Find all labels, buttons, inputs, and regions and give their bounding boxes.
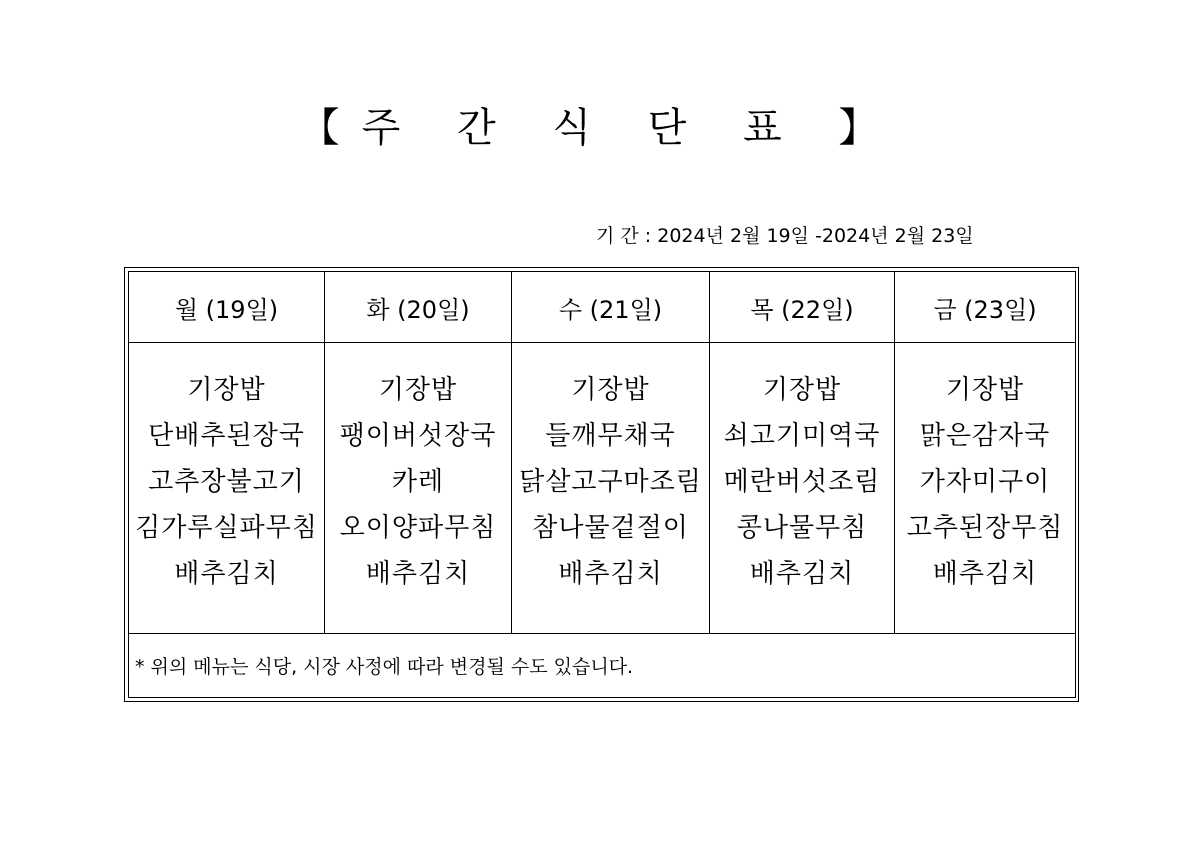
menu-period: 기 간 : 2024년 2월 19일 -2024년 2월 23일: [596, 225, 974, 247]
menu-item: 배추김치: [174, 559, 279, 589]
day-header-thu: 목 (22일): [710, 272, 895, 343]
note-cell: [129, 634, 1076, 698]
menu-cell-tue: [325, 343, 512, 634]
menu-item: 팽이버섯장국: [339, 421, 497, 451]
menu-cell-thu: [710, 343, 895, 634]
menu-item: 김가루실파무침: [135, 513, 318, 543]
menu-item: 쇠고기미역국: [723, 421, 881, 451]
menu-item: 배추김치: [932, 559, 1038, 589]
menu-row: [129, 343, 1076, 634]
menu-item: 들깨무채국: [545, 421, 676, 451]
menu-item: 고추된장무침: [906, 513, 1064, 543]
menu-change-note: * 위의 메뉴는 식당, 시장 사정에 따라 변경될 수도 있습니다.: [135, 656, 634, 678]
menu-cell-mon: [129, 343, 325, 634]
day-header-tue: 화 (20일): [325, 272, 512, 343]
menu-item: 가자미구이: [919, 467, 1051, 497]
menu-item: 기장밥: [571, 375, 650, 405]
menu-item: 배추김치: [558, 559, 663, 589]
menu-item: 카레: [391, 467, 445, 497]
day-header-wed: 수 (21일): [512, 272, 710, 343]
menu-item: 닭살고구마조림: [519, 467, 702, 497]
menu-cell-wed: [512, 343, 710, 634]
menu-item: 배추김치: [365, 559, 471, 589]
menu-item: 기장밥: [945, 375, 1025, 405]
weekly-menu-table: [128, 271, 1076, 698]
menu-item: 기장밥: [762, 375, 842, 405]
day-header-row: [129, 272, 1076, 343]
menu-item: 메란버섯조림: [723, 467, 881, 497]
menu-table-frame: [124, 267, 1079, 702]
day-header-fri: 금 (23일): [895, 272, 1076, 343]
menu-item: 기장밥: [187, 375, 266, 405]
menu-item: 단배추된장국: [148, 421, 305, 451]
menu-item: 맑은감자국: [919, 421, 1051, 451]
menu-item: 콩나물무침: [736, 513, 868, 543]
day-header-mon: 월 (19일): [129, 272, 325, 343]
menu-cell-fri: [895, 343, 1076, 634]
menu-item: 배추김치: [749, 559, 855, 589]
menu-item: 오이양파무침: [339, 513, 497, 543]
note-row: [129, 634, 1076, 698]
page-title: 【주 간 식 단 표 】: [299, 105, 901, 151]
menu-item: 고추장불고기: [148, 467, 305, 497]
menu-item: 기장밥: [378, 375, 458, 405]
menu-item: 참나물겉절이: [532, 513, 689, 543]
